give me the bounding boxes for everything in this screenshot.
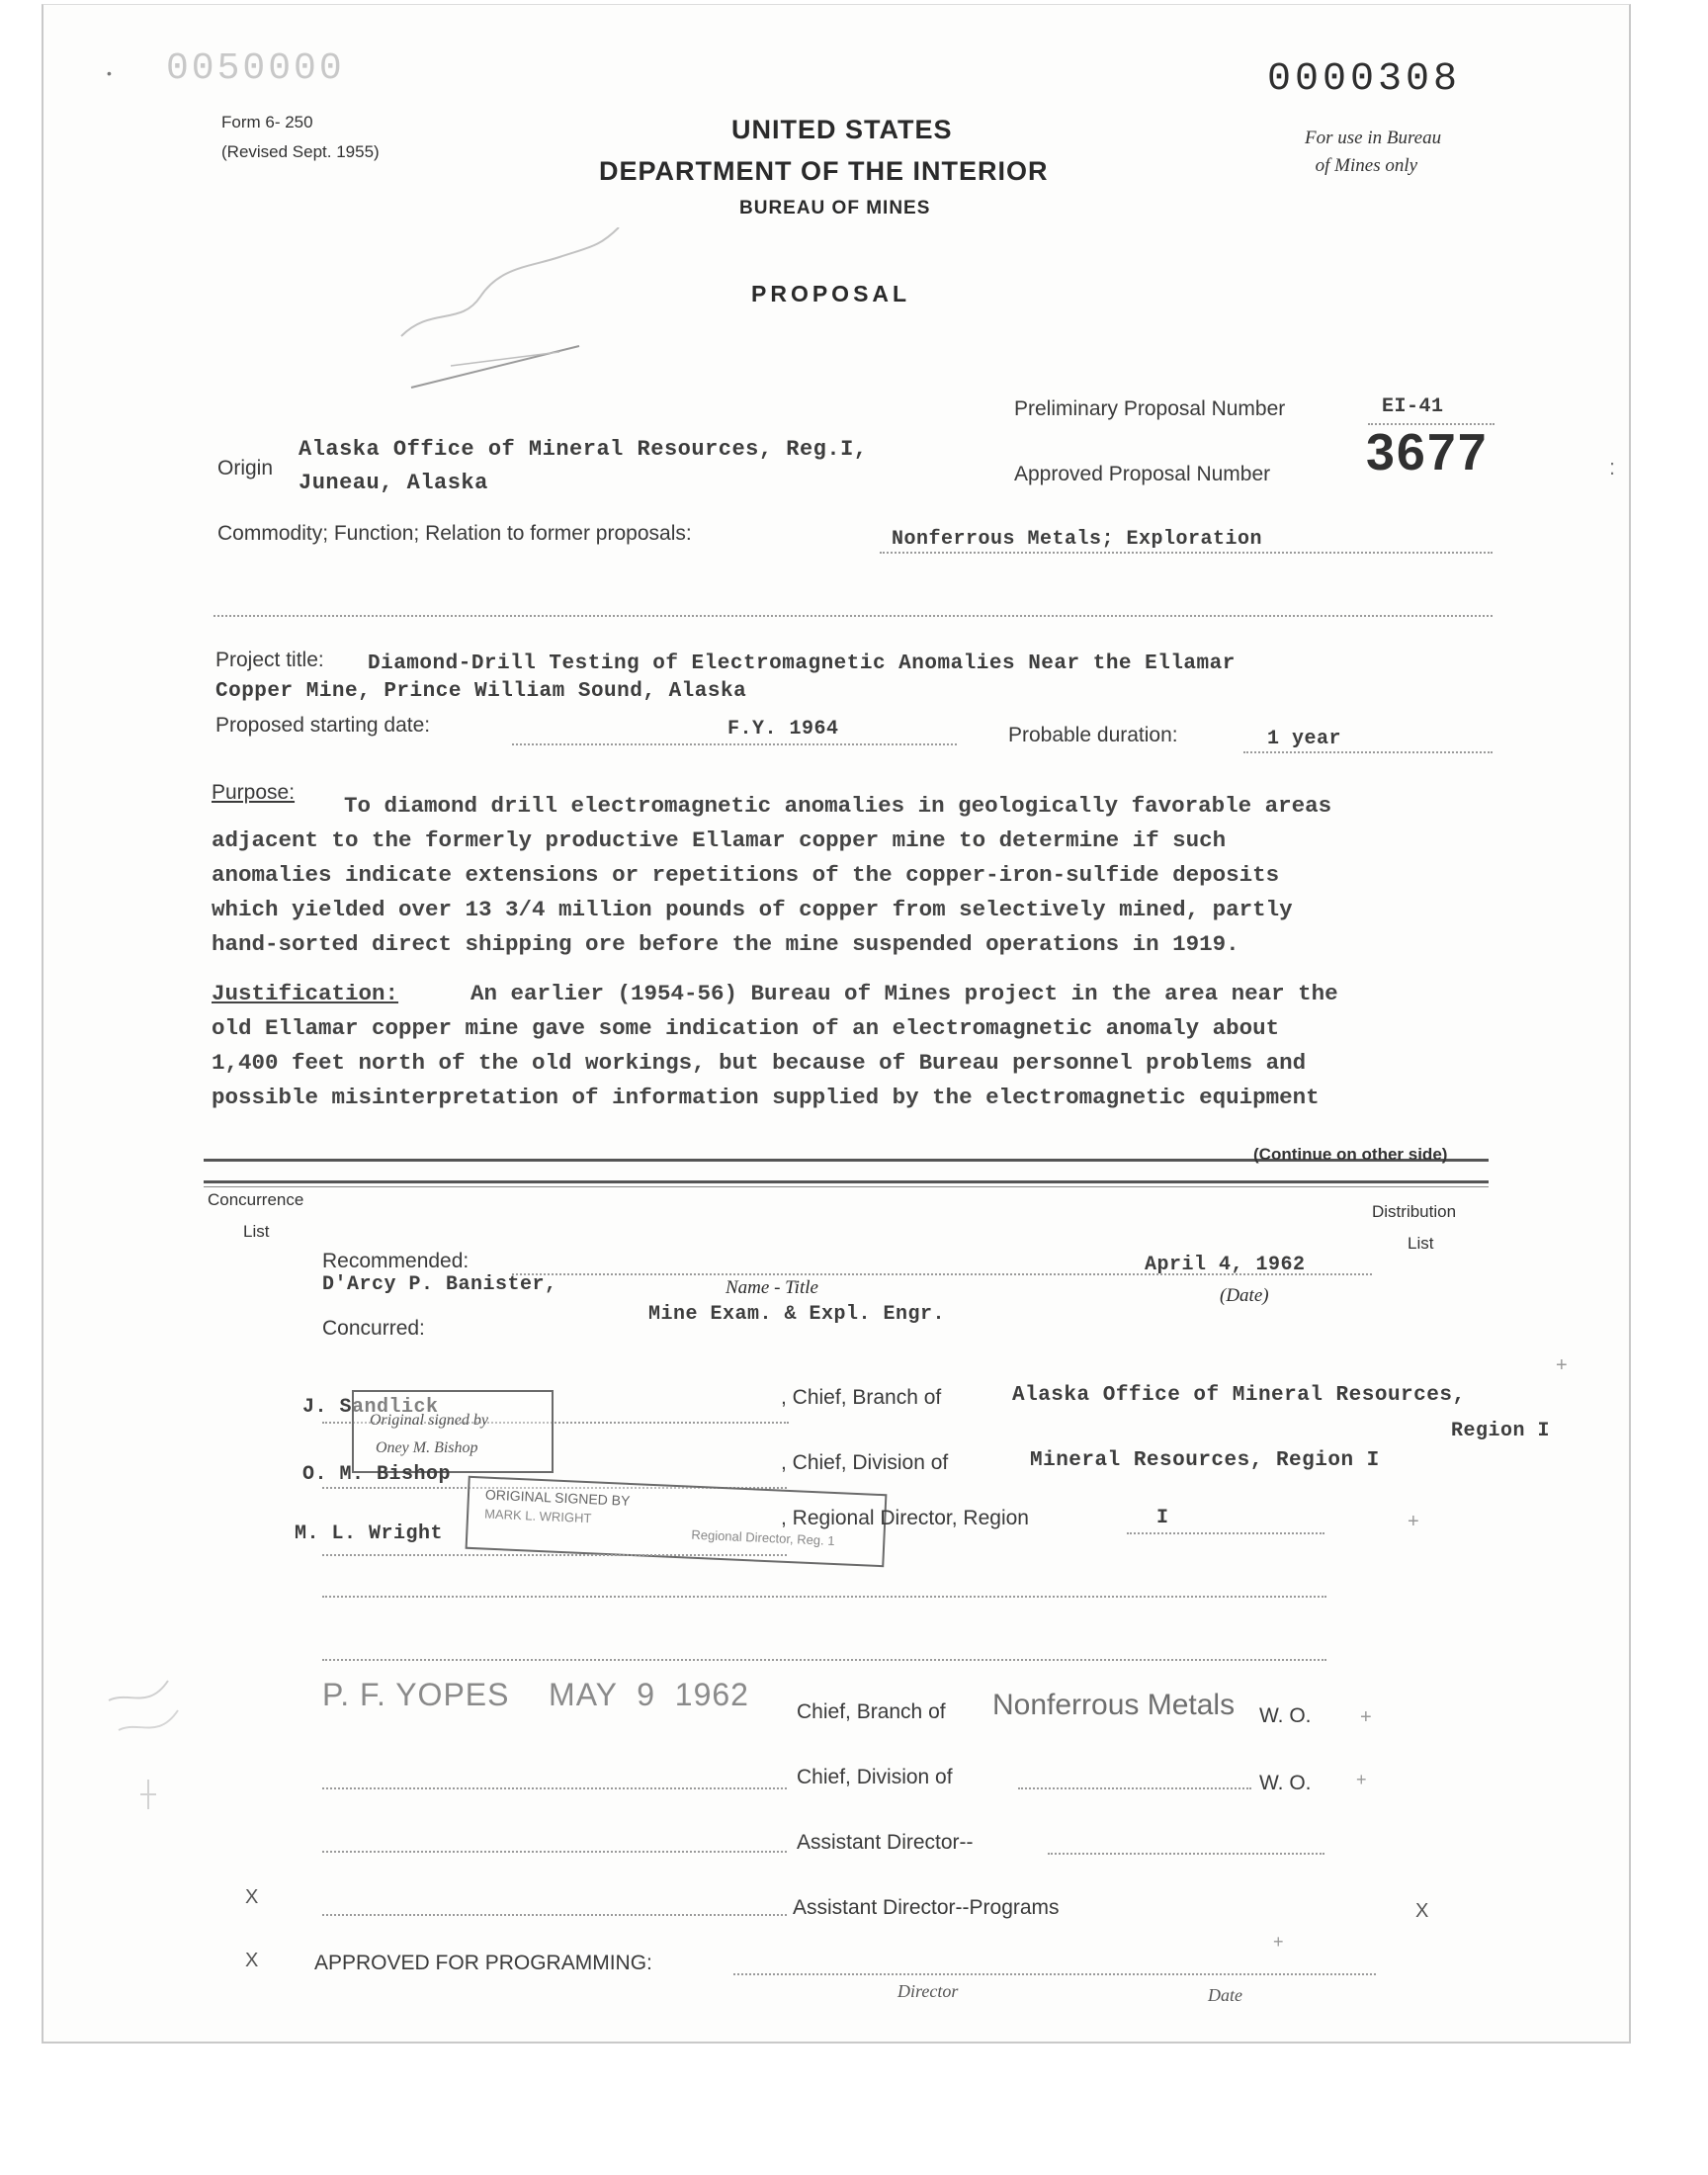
signatory-7-line — [322, 1914, 787, 1916]
origin-line2: Juneau, Alaska — [299, 471, 488, 495]
recommended-title: Mine Exam. & Expl. Engr. — [648, 1303, 946, 1326]
margin-tick-5: + — [1273, 1932, 1284, 1952]
signatory-1-name: J. Sandlick — [302, 1396, 439, 1419]
preliminary-proposal-label: Preliminary Proposal Number — [1014, 397, 1286, 420]
purpose-text: To diamond drill electromagnetic anomalies in geologically favorable areas adjacent to the formerly productive Ellamar copper mine to determine if such anomalies indicate extensions or repetitions of the copper-iron-sulfide deposits which yielded over 13 3/4 million pounds of copper from selectively mined, partly hand-sorted direct shipping ore before the mine suspended operations in 1919. — [212, 793, 1332, 957]
signatory-5-suffix: W. O. — [1259, 1772, 1312, 1794]
starting-date-value: F.Y. 1964 — [727, 718, 839, 740]
starting-date-label: Proposed starting date: — [215, 714, 431, 737]
signatory-4-value: Nonferrous Metals — [992, 1689, 1236, 1721]
margin-handwriting — [99, 1671, 198, 1824]
origin-line1: Alaska Office of Mineral Resources, Reg.I, — [299, 437, 868, 462]
signatory-2-label: , Chief, Division of — [781, 1451, 949, 1474]
recommended-label: Recommended: — [322, 1250, 470, 1272]
approved-line — [733, 1973, 1376, 1975]
x-mark-left-2: X — [245, 1950, 259, 1971]
duration-label: Probable duration: — [1008, 724, 1178, 746]
project-title-line1: Diamond-Drill Testing of Electromagnetic Anomalies Near the Ellamar — [368, 652, 1236, 675]
recommended-date: April 4, 1962 — [1145, 1254, 1306, 1276]
justification-text: An earlier (1954-56) Bureau of Mines project in the area near the old Ellamar copper mine gave some indication of an electromagnetic anomaly about 1,400 feet north of the old workings, but because of Bureau personnel problems and possible misinterpretation of information supplied by the electromagnetic equipment — [212, 981, 1338, 1110]
signatory-5-line — [322, 1787, 787, 1789]
signature-stamp-2: ORIGINAL SIGNED BY MARK L. WRIGHT Regional Director, Reg. 1 — [466, 1476, 888, 1567]
margin-tick-2: + — [1408, 1511, 1419, 1532]
concurred-label: Concurred: — [322, 1317, 425, 1340]
purpose-label: Purpose: — [212, 781, 296, 804]
margin-tick-3: + — [1360, 1706, 1372, 1728]
document-number: 0000308 — [1267, 57, 1462, 102]
concurrence-list: Concurrence List — [208, 1190, 304, 1241]
header-line2: DEPARTMENT OF THE INTERIOR — [599, 156, 1049, 186]
signatory-1-value2: Region I — [1451, 1420, 1551, 1442]
distribution-list: Distribution List — [1372, 1202, 1457, 1253]
bureau-note: For use in Bureau of Mines only — [1305, 128, 1442, 176]
signatory-4-suffix: W. O. — [1259, 1704, 1312, 1727]
preliminary-proposal-value: EI-41 — [1382, 395, 1444, 418]
blank-line-1 — [322, 1596, 1326, 1598]
origin-label: Origin — [217, 457, 274, 479]
recommended-name-caption: Name - Title — [726, 1277, 818, 1298]
form-number: Form 6- 250 (Revised Sept. 1955) — [221, 113, 380, 161]
recommended-date-caption: (Date) — [1220, 1285, 1269, 1306]
signatory-5-label: Chief, Division of — [797, 1766, 953, 1788]
signatory-3-value-line — [1127, 1532, 1324, 1534]
signatory-7-label: Assistant Director--Programs — [793, 1896, 1060, 1919]
commodity-line-2 — [214, 615, 1493, 617]
margin-tick-4: + — [1356, 1770, 1367, 1789]
approved-proposal-number: 3677 — [1366, 424, 1489, 481]
signatory-2-value: Mineral Resources, Region I — [1030, 1449, 1380, 1472]
date-caption: Date — [1208, 1985, 1242, 2005]
recommended-name: D'Arcy P. Banister, — [322, 1273, 557, 1296]
doc-title: PROPOSAL — [751, 281, 911, 306]
signatory-2-name: O. M. Bishop — [302, 1463, 452, 1486]
handwritten-initials — [391, 227, 648, 400]
signatory-3-name: M. L. Wright — [295, 1522, 444, 1545]
ghost-number: 0050000 — [166, 47, 345, 90]
signatory-3-value: I — [1156, 1507, 1169, 1529]
ink-speck: • — [107, 65, 112, 81]
separator-bottom-2 — [204, 1186, 1489, 1187]
signatory-6-label: Assistant Director-- — [797, 1831, 974, 1854]
x-mark-left-1: X — [245, 1886, 259, 1908]
margin-colon: : — [1609, 455, 1616, 479]
signatory-4-name: P. F. YOPES MAY 9 1962 — [322, 1677, 749, 1712]
commodity-value: Nonferrous Metals; Exploration — [892, 528, 1263, 551]
header-line1: UNITED STATES — [731, 115, 953, 144]
signatory-1-value: Alaska Office of Mineral Resources, — [1012, 1384, 1466, 1407]
project-title-label: Project title: — [215, 649, 324, 671]
signatory-3-line — [322, 1554, 787, 1556]
approved-proposal-label: Approved Proposal Number — [1014, 463, 1271, 485]
margin-tick-1: + — [1556, 1354, 1568, 1376]
blank-line-2 — [322, 1659, 1326, 1661]
signatory-6-line — [322, 1851, 787, 1853]
project-title-line2: Copper Mine, Prince William Sound, Alaska — [215, 680, 747, 703]
signatory-1-label: , Chief, Branch of — [781, 1386, 942, 1409]
signature-stamp-1: Original signed by Oney M. Bishop — [352, 1390, 554, 1473]
justification-label: Justification: — [212, 981, 399, 1006]
approved-for-programming: APPROVED FOR PROGRAMMING: — [314, 1952, 652, 1974]
continue-note: (Continue on other side) — [1253, 1145, 1448, 1164]
starting-date-line — [512, 743, 957, 745]
duration-value: 1 year — [1267, 728, 1342, 750]
signatory-6-value-line — [1048, 1853, 1324, 1855]
signatory-5-value-line — [1018, 1787, 1251, 1789]
signatory-4-label: Chief, Branch of — [797, 1700, 946, 1723]
signatory-3-label: , Regional Director, Region — [781, 1507, 1029, 1529]
commodity-line — [880, 552, 1493, 554]
header-line3: BUREAU OF MINES — [739, 198, 931, 218]
commodity-label: Commodity; Function; Relation to former proposals: — [217, 522, 692, 545]
separator-bottom — [204, 1180, 1489, 1183]
director-caption: Director — [897, 1981, 959, 2001]
duration-line — [1243, 751, 1493, 753]
x-mark-right: X — [1415, 1900, 1429, 1922]
